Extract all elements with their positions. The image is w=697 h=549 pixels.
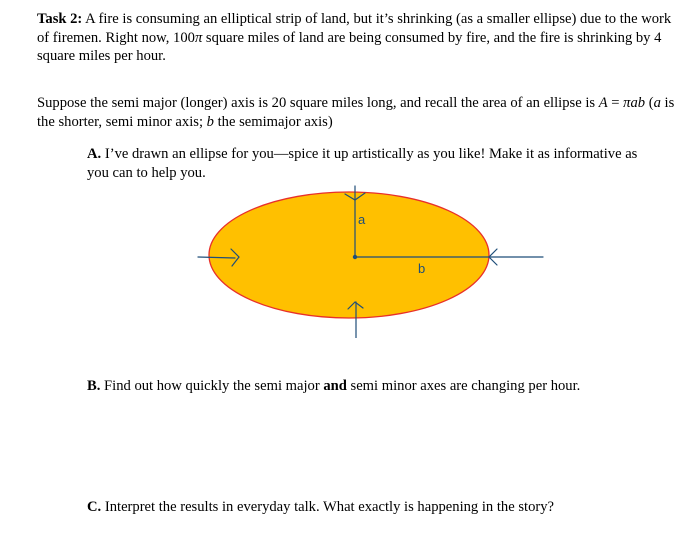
label-a: a xyxy=(358,212,366,227)
setup-text-3: is the shorter, semi minor axis; xyxy=(37,95,675,130)
var-a: a xyxy=(653,95,661,111)
question-b-bold: and xyxy=(323,378,347,394)
var-b: b xyxy=(206,113,214,130)
formula-rhs: πab xyxy=(623,95,646,111)
question-c-label: C. xyxy=(87,499,102,515)
question-a xyxy=(87,145,647,182)
label-b: b xyxy=(418,261,426,276)
fire-ellipse xyxy=(209,192,489,318)
question-b-text-1: Find out how quickly the semi major xyxy=(100,378,324,394)
setup-paragraph xyxy=(37,94,677,131)
formula-area-var: A xyxy=(598,95,608,111)
task-text-1: A fire is consuming an elliptical strip of land, but it’s shrinking (as a smaller ellipse) due to the work of firemen. Right now, 100 xyxy=(37,11,672,46)
formula-equals: = xyxy=(607,95,624,111)
setup-text-2: ( xyxy=(645,95,654,111)
ellipse-figure xyxy=(195,178,555,338)
task-paragraph xyxy=(37,10,677,66)
question-a-text: I’ve drawn an ellipse for you—spice it up artistically as you like! Make it as informative as you can to help you. xyxy=(87,146,638,181)
question-c xyxy=(87,498,667,517)
setup-text-1: Suppose the semi major (longer) axis is 20 square miles long, and recall the area of an ellipse is xyxy=(37,95,599,111)
setup-text-4: the semimajor axis) xyxy=(213,113,333,130)
question-b-label: B. xyxy=(87,378,101,394)
task-text-2: square miles of land are being consumed by fire, and the fire is shrinking by 4 square miles per hour. xyxy=(37,29,662,64)
question-c-text: Interpret the results in everyday talk. What exactly is happening in the story? xyxy=(101,499,555,515)
pi-symbol: π xyxy=(194,29,203,46)
question-b xyxy=(87,377,667,396)
question-b-text-2: semi minor axes are changing per hour. xyxy=(346,378,581,394)
task-label: Task 2: xyxy=(37,11,83,27)
center-point xyxy=(353,255,357,259)
question-a-label: A. xyxy=(87,146,102,162)
